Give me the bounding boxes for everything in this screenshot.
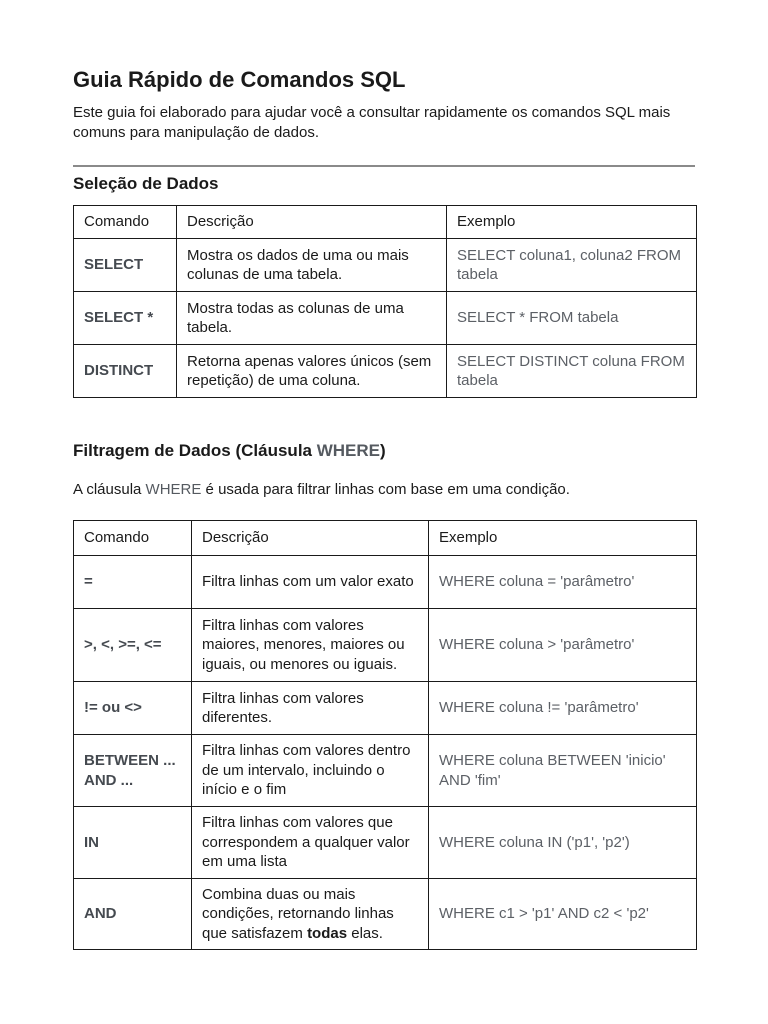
description-cell: Filtra linhas com um valor exato <box>192 556 429 609</box>
heading-text: Filtragem de Dados (Cláusula <box>73 441 317 460</box>
table-row <box>74 345 697 398</box>
example-cell: WHERE coluna != 'parâmetro' <box>429 682 697 735</box>
example-cell: WHERE coluna IN ('p1', 'p2') <box>429 807 697 879</box>
description-cell <box>192 879 429 950</box>
command-cell: DISTINCT <box>74 345 177 398</box>
table-row <box>74 609 697 682</box>
section-heading-filtragem <box>73 441 386 461</box>
command-cell: IN <box>74 807 192 879</box>
table-row <box>74 807 697 879</box>
command-cell: >, <, >=, <= <box>74 609 192 682</box>
command-cell: = <box>74 556 192 609</box>
example-cell: WHERE coluna BETWEEN 'inicio' AND 'fim' <box>429 735 697 807</box>
description-cell: Filtra linhas com valores diferentes. <box>192 682 429 735</box>
example-cell: SELECT * FROM tabela <box>447 292 697 345</box>
command-cell: SELECT <box>74 239 177 292</box>
description-cell: Filtra linhas com valores dentro de um intervalo, incluindo o início e o fim <box>192 735 429 807</box>
horizontal-divider <box>73 165 695 167</box>
description-cell: Filtra linhas com valores maiores, menores, maiores ou iguais, ou menores ou iguais. <box>192 609 429 682</box>
example-cell: WHERE coluna > 'parâmetro' <box>429 609 697 682</box>
table-header-row <box>74 521 697 556</box>
command-cell: SELECT * <box>74 292 177 345</box>
description-text-end: elas. <box>347 924 383 942</box>
section-description <box>73 481 570 498</box>
table-row <box>74 292 697 345</box>
description-text-end: é usada para filtrar linhas com base em uma condição. <box>201 481 570 498</box>
heading-keyword: WHERE <box>316 441 381 460</box>
header-comando: Comando <box>74 521 192 556</box>
section-heading-selecao: Seleção de Dados <box>73 174 219 193</box>
description-cell: Mostra os dados de uma ou mais colunas de uma tabela. <box>177 239 447 292</box>
table-row <box>74 735 697 807</box>
header-comando: Comando <box>74 206 177 239</box>
table-header-row <box>74 206 697 239</box>
header-descricao: Descrição <box>192 521 429 556</box>
example-cell: SELECT DISTINCT coluna FROM tabela <box>447 345 697 398</box>
description-keyword: WHERE <box>145 481 202 498</box>
description-text: Combina duas ou mais condições, retornando linhas que satisfazem <box>202 885 394 942</box>
command-cell: != ou <> <box>74 682 192 735</box>
table-row <box>74 682 697 735</box>
selecao-table <box>73 205 697 398</box>
heading-text-end: ) <box>380 441 386 460</box>
command-cell: AND <box>74 879 192 950</box>
table-row <box>74 239 697 292</box>
command-cell: BETWEEN ... AND ... <box>74 735 192 807</box>
page-title: Guia Rápido de Comandos SQL <box>73 67 406 92</box>
header-descricao: Descrição <box>177 206 447 239</box>
table-row <box>74 556 697 609</box>
header-exemplo: Exemplo <box>429 521 697 556</box>
description-emphasis: todas <box>307 924 348 942</box>
description-cell: Retorna apenas valores únicos (sem repetição) de uma coluna. <box>177 345 447 398</box>
example-cell: SELECT coluna1, coluna2 FROM tabela <box>447 239 697 292</box>
description-cell: Filtra linhas com valores que correspondem a qualquer valor em uma lista <box>192 807 429 879</box>
example-cell: WHERE c1 > 'p1' AND c2 < 'p2' <box>429 879 697 950</box>
header-exemplo: Exemplo <box>447 206 697 239</box>
intro-paragraph: Este guia foi elaborado para ajudar você a consultar rapidamente os comandos SQL mais comuns para manipulação de dados. <box>73 104 671 141</box>
table-row <box>74 879 697 950</box>
description-text: A cláusula <box>73 481 146 498</box>
description-cell: Mostra todas as colunas de uma tabela. <box>177 292 447 345</box>
example-cell: WHERE coluna = 'parâmetro' <box>429 556 697 609</box>
filtragem-table <box>73 520 697 950</box>
